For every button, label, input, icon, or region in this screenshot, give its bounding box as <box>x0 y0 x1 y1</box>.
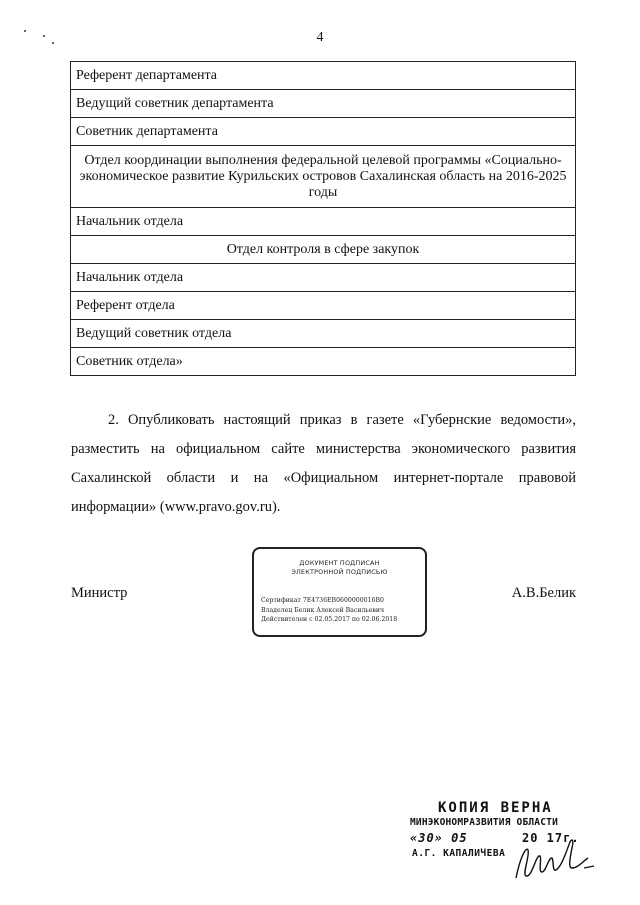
paragraph-line: Сахалинской области и на «Официальном интернет-портале правовой <box>71 470 576 486</box>
paragraph-line: информации» (www.pravo.gov.ru). <box>71 499 281 515</box>
table-cell: Советник отдела» <box>71 348 576 376</box>
table-row <box>71 348 576 376</box>
handwritten-signature-icon <box>508 828 598 886</box>
signatory-role: Министр <box>71 585 128 601</box>
table-row <box>71 62 576 90</box>
table-row <box>71 118 576 146</box>
scan-speck <box>52 42 54 44</box>
table-row <box>71 292 576 320</box>
table-cell: Советник департамента <box>71 118 576 146</box>
table-row <box>71 236 576 264</box>
copy-stamp-signer: А.Г. КАПАЛИЧЕВА <box>412 848 506 859</box>
table-cell: Референт отдела <box>71 292 576 320</box>
copy-stamp-year: 20 17г. <box>522 831 580 845</box>
table-row <box>71 208 576 236</box>
electronic-signature-stamp <box>252 547 427 637</box>
page-number: 4 <box>316 30 324 45</box>
esign-title-2: ЭЛЕКТРОННОЙ ПОДПИСЬЮ <box>291 568 388 576</box>
paragraph-line: 2. Опубликовать настоящий приказ в газете «Губернские ведомости», <box>108 412 576 428</box>
table-cell: Начальник отдела <box>71 208 576 236</box>
table-cell: Начальник отдела <box>71 264 576 292</box>
publish-paragraph <box>71 406 576 522</box>
table-row <box>71 320 576 348</box>
copy-certified-stamp <box>410 800 610 885</box>
copy-stamp-title: КОПИЯ ВЕРНА <box>438 800 553 816</box>
copy-stamp-date: «30» 05 <box>410 831 468 845</box>
esign-title-1: ДОКУМЕНТ ПОДПИСАН <box>299 559 380 567</box>
signatory-name: А.В.Белик <box>511 585 576 601</box>
table-cell: Референт департамента <box>71 62 576 90</box>
paragraph-line: разместить на официальном сайте министерства экономического развития <box>71 441 576 457</box>
table-cell: Ведущий советник отдела <box>71 320 576 348</box>
scan-speck <box>43 35 45 37</box>
table-cell: Отдел координации выполнения федеральной целевой программы «Социально-экономическое развитие Курильских островов Сахалинская область на 2016-2025 годы <box>71 146 576 208</box>
scan-speck <box>24 30 26 32</box>
esign-owner: Владелец Белик Алексей Васильевич <box>261 606 385 614</box>
copy-stamp-ministry: МИНЭКОНОМРАЗВИТИЯ ОБЛАСТИ <box>410 817 558 828</box>
positions-table <box>70 61 576 376</box>
table-row <box>71 90 576 118</box>
esign-validity: Действителен с 02.05.2017 по 02.06.2018 <box>261 616 398 623</box>
table-cell: Отдел контроля в сфере закупок <box>71 236 576 264</box>
table-cell: Ведущий советник департамента <box>71 90 576 118</box>
table-row <box>71 264 576 292</box>
table-row <box>71 146 576 208</box>
esign-certificate: Сертификат 7E4736EB0600000016B0 <box>261 597 384 604</box>
